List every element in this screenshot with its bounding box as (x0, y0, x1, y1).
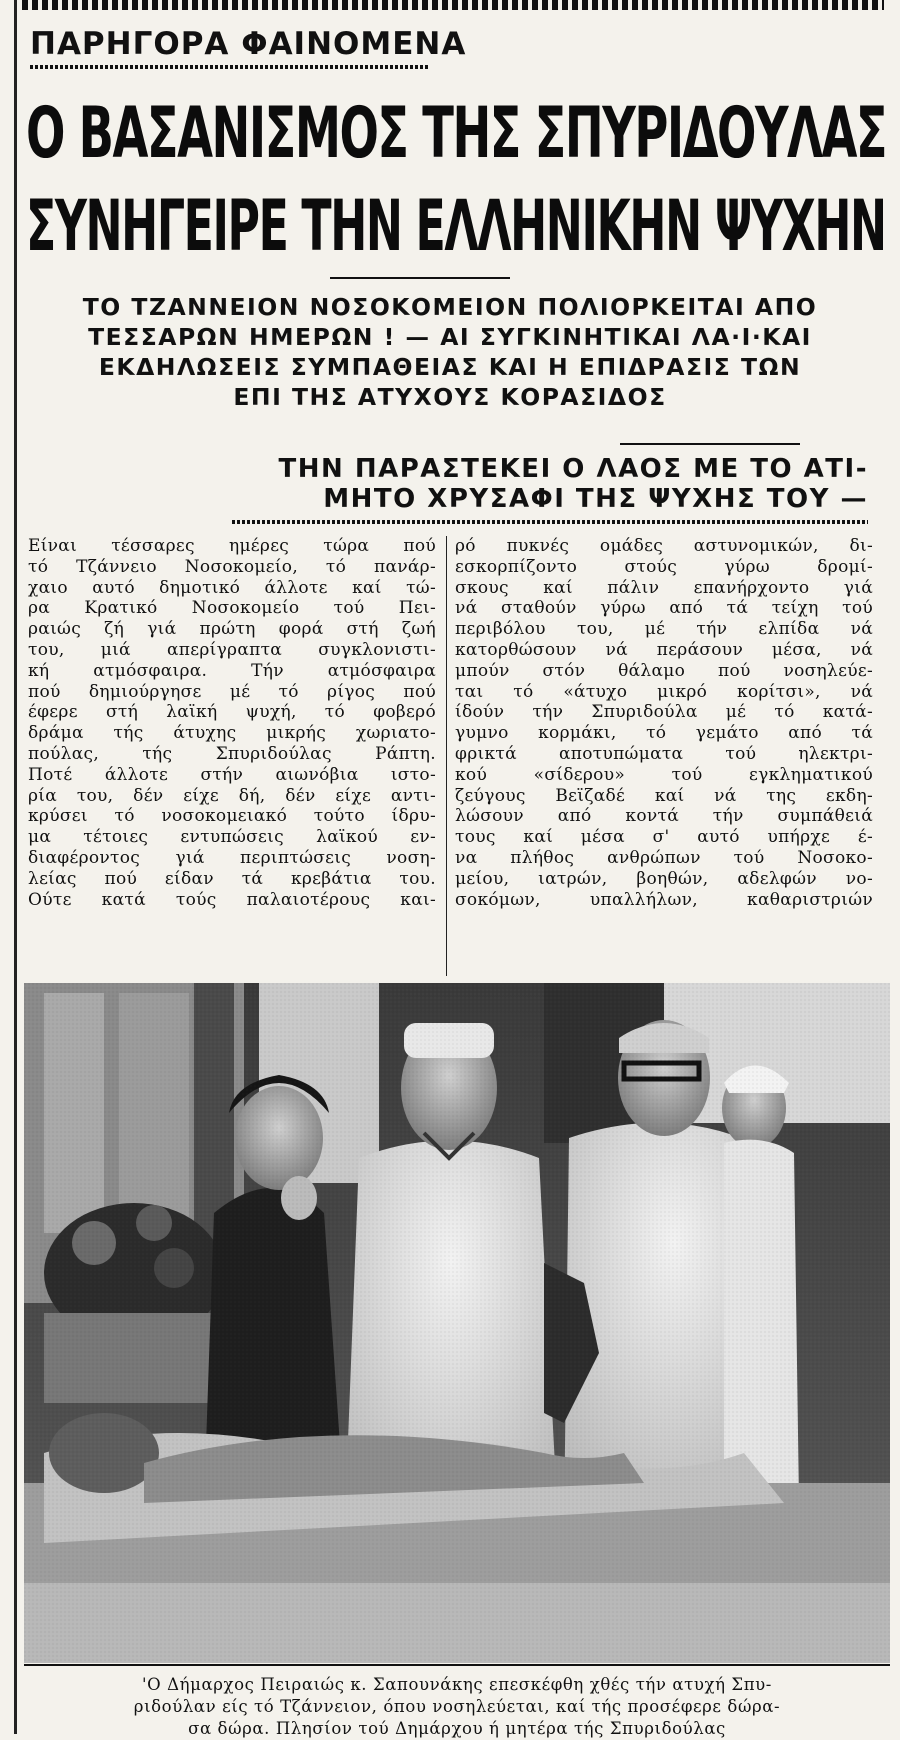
body-line: γυμνο κορμάκι, τό γεμάτο από τά (455, 723, 873, 744)
deck (232, 454, 868, 514)
body-line: πού δημιούργησε μέ τό ρίγος πού (28, 681, 436, 702)
body-line: τους καί μέσα σ' αυτό υπήρχε έ- (455, 827, 873, 848)
column-divider (446, 536, 447, 976)
photo-image (24, 983, 890, 1663)
body-line: να πλήθος ανθρώπων τού Νοσοκο- (455, 847, 873, 868)
body-line: μπούν στόν θάλαμο πού νοσηλεύε- (455, 660, 873, 681)
kicker: ΠΑΡΗΓΟΡΑ ΦΑΙΝΟΜΕΝΑ (30, 26, 467, 62)
left-column-rule (14, 0, 17, 1734)
body-line: μα τέτοιες εντυπώσεις λαϊκού εν- (28, 827, 436, 848)
body-line: περιβόλου του, μέ τήν ελπίδα νά (455, 619, 873, 640)
body-column-right (455, 536, 873, 910)
body-line: κού «σίδερου» τού εγκληματικού (455, 764, 873, 785)
body-line: ρό πυκνές ομάδες αστυνομικών, δι- (455, 536, 873, 556)
body-line: Είναι τέσσαρες ημέρες τώρα πού (28, 536, 436, 556)
body-line: νά σταθούν γύρω από τά τείχη τού (455, 598, 873, 619)
body-line: χαιο αυτό δημοτικό άλλοτε καί τώ- (28, 577, 436, 598)
body-line: ται τό «άτυχο μικρό κορίτσι», νά (455, 681, 873, 702)
subhead-divider (620, 443, 800, 445)
subhead-line: ΤΟ ΤΖΑΝΝΕΙΟΝ ΝΟΣΟΚΟΜΕΙΟΝ ΠΟΛΙΟΡΚΕΙΤΑΙ ΑΠΟ (82, 293, 818, 321)
caption-line: σα δώρα. Πλησίον τού Δημάρχου ή μητέρα τής Σπυριδούλας (188, 1719, 726, 1738)
subhead-line: ΕΚΔΗΛΩΣΕΙΣ ΣΥΜΠΑΘΕΙΑΣ ΚΑΙ Η ΕΠΙΔΡΑΣΙΣ ΤΩΝ (98, 353, 802, 381)
body-line: κατορθώσουν νά περάσουν μέσα, νά (455, 639, 873, 660)
body-line: Ποτέ άλλοτε στήν αιωνόβια ιστο- (28, 764, 436, 785)
caption-line: 'Ο Δήμαρχος Πειραιώς κ. Σαπουνάκης επεσκέφθη χθές τήν ατυχή Σπυ- (142, 1675, 772, 1694)
body-line: λείας πού είδαν τά κρεβάτια του. (28, 868, 436, 889)
body-line: πούλας, τής Σπυριδούλας Ράπτη. (28, 743, 436, 764)
body-line: του, μιά απερίγραπτα συγκλονιστι- (28, 639, 436, 660)
body-line: έφερε στή λαϊκή ψυχή, τό φοβερό (28, 702, 436, 723)
body-line: φρικτά αποτυπώματα τού ηλεκτρι- (455, 743, 873, 764)
body-line: διαφέροντος γιά περιπτώσεις νοση- (28, 847, 436, 868)
caption-line: ριδούλαν είς τό Τζάννειον, όπου νοσηλεύεται, καί τής προσέφερε δώρα- (133, 1697, 781, 1716)
caption-rule (24, 1664, 890, 1666)
body-line: ρα Κρατικό Νοσοκομείο τού Πει- (28, 598, 436, 619)
body-line: ζεύγους Βεϊζαδέ καί νά της εκδη- (455, 785, 873, 806)
body-line: κή ατμόσφαιρα. Τήν ατμόσφαιρα (28, 660, 436, 681)
deck-line: ΜΗΤΟ ΧΡΥΣΑΦΙ ΤΗΣ ΨΥΧΗΣ ΤΟΥ — (323, 484, 868, 514)
subheadline (50, 292, 850, 412)
body-line: σκους καί πάλιν επανήρχοντο γιά (455, 577, 873, 598)
body-line: ραιώς ζή γιά πρώτη φορά στή ζωή (28, 619, 436, 640)
body-line: μείου, ιατρών, βοηθών, αδελφών νο- (455, 868, 873, 889)
deck-underline (232, 520, 868, 524)
top-dotted-border (22, 0, 884, 10)
body-line: λώσουν από κοντά τήν συμπάθειά (455, 806, 873, 827)
body-line: Ούτε κατά τούς παλαιοτέρους και- (28, 889, 436, 910)
headline-line-2: ΣΥΝΗΓΕΙΡΕ ΤΗΝ ΕΛΛΗΝΙΚΗΝ ΨΥΧΗΝ (26, 185, 886, 267)
subhead-line: ΕΠΙ ΤΗΣ ΑΤΥΧΟΥΣ ΚΟΡΑΣΙΔΟΣ (233, 383, 667, 411)
body-line: σοκόμων, υπαλλήλων, καθαριστριών (455, 889, 873, 910)
body-line: κρύσει τό νοσοκομειακό τούτο ίδρυ- (28, 806, 436, 827)
kicker-underline (30, 65, 428, 69)
deck-line: ΤΗΝ ΠΑΡΑΣΤΕΚΕΙ Ο ΛΑΟΣ ΜΕ ΤΟ ΑΤΙ- (278, 454, 868, 484)
body-column-left (28, 536, 436, 910)
photo-caption (26, 1674, 888, 1740)
body-line: δράμα τής άτυχης μικρής χωριατο- (28, 723, 436, 744)
news-photo (24, 983, 890, 1663)
body-line: ίδούν τήν Σπυριδούλα μέ τό κατά- (455, 702, 873, 723)
body-line: τό Τζάννειο Νοσοκομείο, τό πανάρ- (28, 556, 436, 577)
body-line: εσκορπίζοντο στούς γύρω δρομί- (455, 556, 873, 577)
headline-line-1: Ο ΒΑΣΑΝΙΣΜΟΣ ΤΗΣ ΣΠΥΡΙΔΟΥΛΑΣ (26, 92, 887, 174)
subhead-line: ΤΕΣΣΑΡΩΝ ΗΜΕΡΩΝ ! — ΑΙ ΣΥΓΚΙΝΗΤΙΚΑΙ ΛΑ·Ι·ΚΑΙ (88, 323, 812, 351)
body-line: ρία του, δέν είχε δή, δέν είχε αντι- (28, 785, 436, 806)
headline-divider (330, 277, 510, 279)
